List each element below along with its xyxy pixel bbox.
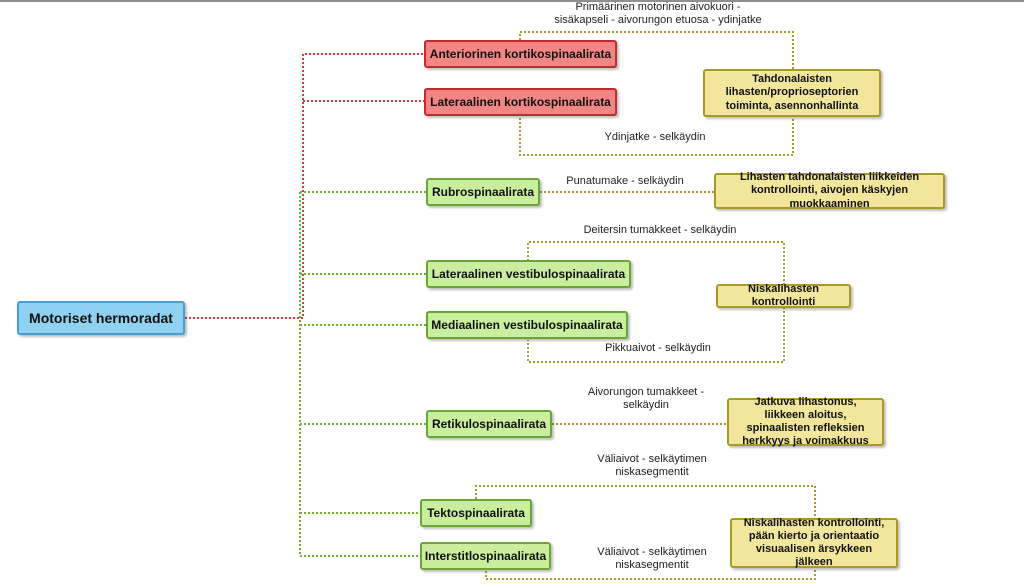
- tract-lateraalinen-vestibulospinaalirata[interactable]: Lateraalinen vestibulospinaalirata: [426, 260, 631, 288]
- function-lihasten-tahdonalaisten-liikkeiden[interactable]: Lihasten tahdonalaisten liikkeiden kontrollointi, aivojen käskyjen muokkaaminen: [714, 173, 945, 209]
- root-node[interactable]: Motoriset hermoradat: [17, 301, 185, 335]
- function-niskalihasten-kontrollointi[interactable]: Niskalihasten kontrollointi: [716, 284, 851, 308]
- pathway-label-aivorungon: Aivorungon tumakkeet - selkäydin: [587, 386, 705, 411]
- link-anterior: [185, 54, 424, 318]
- pathway-label-cortico: Primäärinen motorinen aivokuori - sisäkapseli - aivorungon etuosa - ydinjatke: [554, 1, 762, 26]
- tract-rubrospinaalirata[interactable]: Rubrospinaalirata: [426, 178, 540, 206]
- tract-interstitlospinaalirata[interactable]: Interstitlospinaalirata: [420, 542, 551, 570]
- tract-tektospinaalirata[interactable]: Tektospinaalirata: [420, 499, 532, 527]
- tract-mediaalinen-vestibulospinaalirata[interactable]: Mediaalinen vestibulospinaalirata: [426, 311, 628, 339]
- function-jatkuva-lihastonus[interactable]: Jatkuva lihastonus, liikkeen aloitus, spinaalisten refleksien herkkyys ja voimakkuus: [727, 398, 884, 446]
- tract-anterior-kortikospinaalirata[interactable]: Anteriorinen kortikospinaalirata: [424, 40, 617, 68]
- pathway-label-ydinjatke: Ydinjatke - selkäydin: [604, 131, 706, 143]
- function-niskalihasten-paan-kierto[interactable]: Niskalihasten kontrollointi, pään kierto ja orientaatio visuaalisen ärsykkeen jälkeen: [730, 518, 898, 568]
- pathway-label-pikkuaivot: Pikkuaivot - selkäydin: [605, 342, 711, 354]
- pathway-label-punatumake: Punatumake - selkäydin: [566, 175, 684, 187]
- pathway-label-deitersin: Deitersin tumakkeet - selkäydin: [583, 224, 737, 236]
- pathway-label-valiaivot-tekto: Väliaivot - selkäytimen niskasegmentit: [597, 453, 707, 478]
- function-tahdonalaisten-lihasten[interactable]: Tahdonalaisten lihasten/proprioseptorien toiminta, asennonhallinta: [703, 69, 881, 117]
- tract-lateraalinen-kortikospinaalirata[interactable]: Lateraalinen kortikospinaalirata: [424, 88, 617, 116]
- pathway-label-valiaivot-interstit: Väliaivot - selkäytimen niskasegmentit: [597, 546, 707, 571]
- tract-retikulospinaalirata[interactable]: Retikulospinaalirata: [426, 410, 552, 438]
